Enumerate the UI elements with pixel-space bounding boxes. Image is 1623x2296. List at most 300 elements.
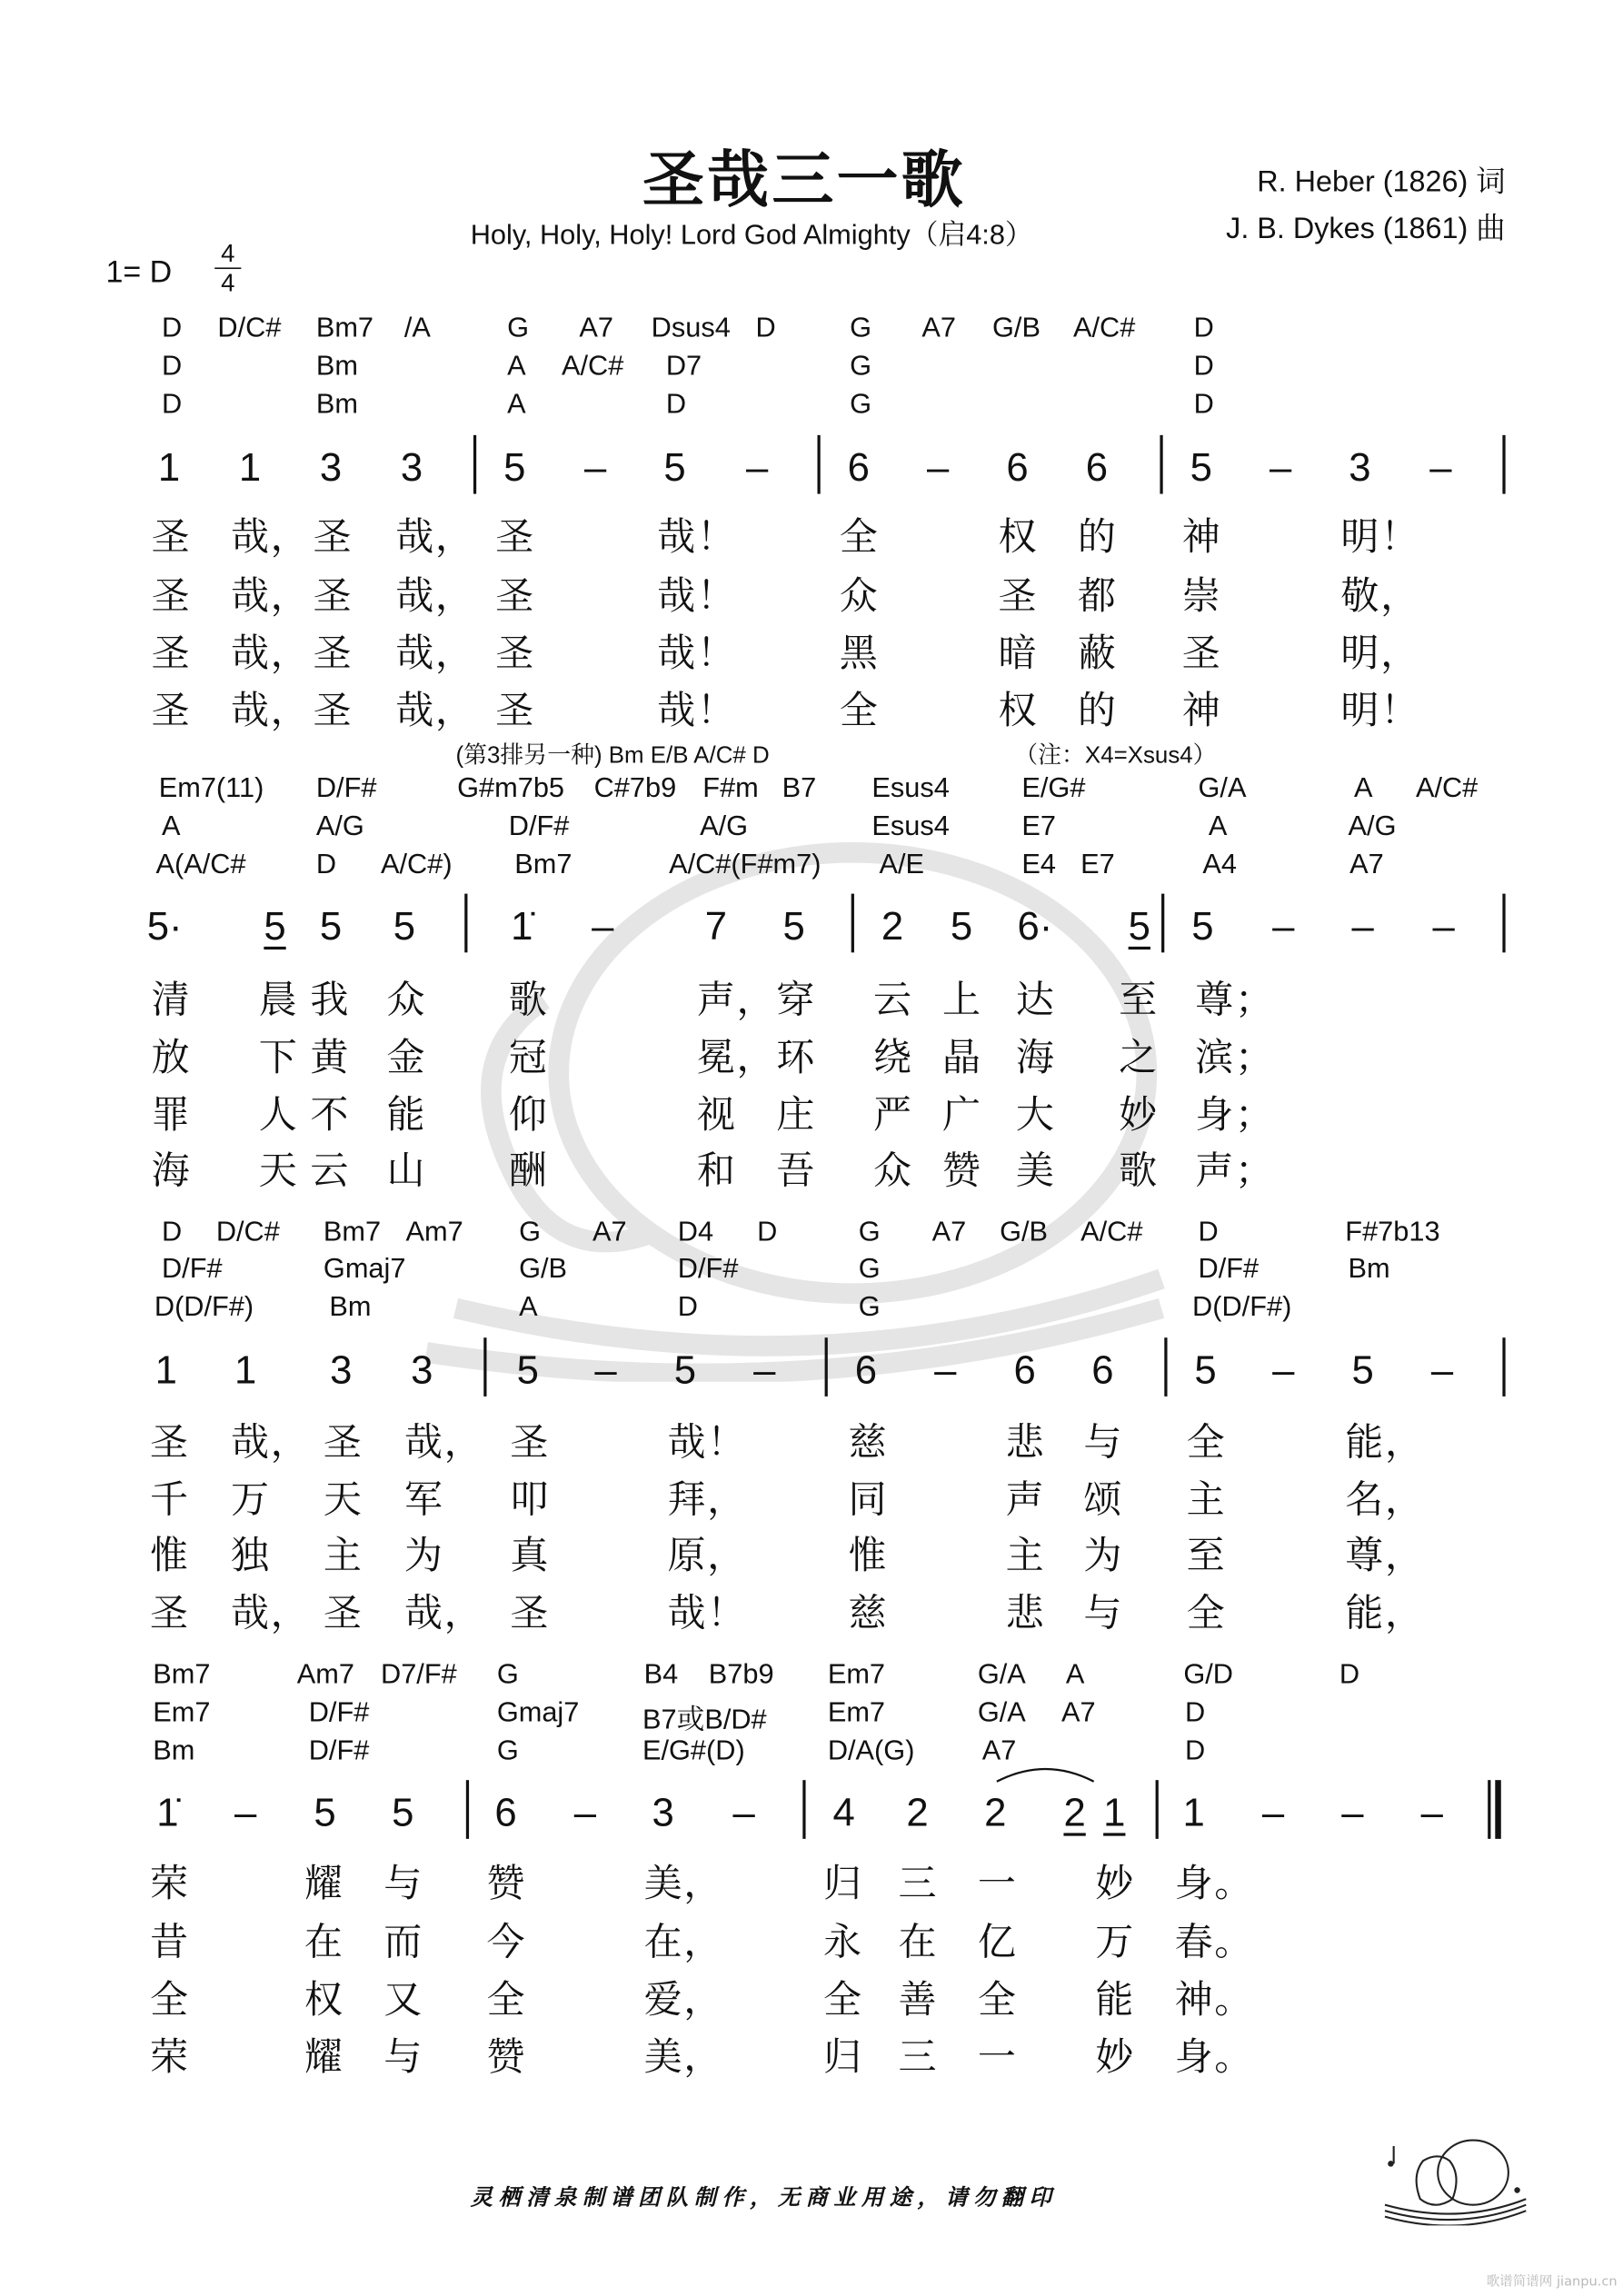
chord-symbol: A7 — [1061, 1697, 1096, 1729]
note: – — [753, 1347, 776, 1393]
chord-symbol: Bm7 — [315, 313, 374, 344]
chord-symbol: A/G — [700, 811, 749, 842]
chord-symbol: A7 — [579, 313, 614, 344]
lyric-word: 主 — [323, 1534, 363, 1579]
lyric-word: 神。 — [1174, 1978, 1255, 2023]
note: 5 — [782, 903, 805, 949]
lyric-word: 三 — [898, 1862, 939, 1907]
chord-symbol: E7 — [1080, 850, 1115, 881]
chord-symbol: B7b9 — [708, 1659, 774, 1691]
chord-symbol: Em7 — [827, 1697, 886, 1729]
lyric-word: 哉！ — [667, 1592, 747, 1636]
lyric-word: 罪 — [151, 1093, 192, 1138]
chord-symbol: D/A(G) — [827, 1735, 915, 1767]
lyric-word: 之 — [1119, 1036, 1159, 1081]
chord-symbol: A7 — [981, 1735, 1017, 1767]
lyric-word: 的 — [1077, 689, 1118, 734]
chord-symbol: G/B — [1000, 1217, 1049, 1248]
chord-symbol: G — [850, 351, 872, 383]
lyric-word: 圣 — [150, 1592, 190, 1636]
bar-line — [817, 435, 819, 494]
lyric-word: 黄 — [310, 1036, 351, 1081]
chord-symbol: D4 — [677, 1217, 714, 1248]
chord-symbol: B7或B/D# — [642, 1705, 767, 1736]
lyric-word: 哉！ — [657, 689, 737, 734]
note: 5 — [314, 1790, 336, 1835]
note: – — [592, 903, 614, 949]
lyric-word: 耀 — [304, 2035, 344, 2081]
lyric-word: 众 — [872, 1149, 913, 1194]
chord-symbol: A7 — [592, 1217, 627, 1248]
lyric-word: 云 — [310, 1149, 351, 1194]
note: 5 — [1191, 903, 1214, 949]
lyric-word: 全 — [977, 1978, 1018, 2023]
chord-symbol: D — [161, 1217, 183, 1248]
final-bar-line — [1488, 1780, 1489, 1839]
note: 3 — [411, 1347, 433, 1393]
chord-symbol: A7 — [1349, 850, 1384, 881]
lyric-word: 环 — [776, 1036, 816, 1081]
chord-symbol: E4 — [1021, 850, 1056, 881]
time-signature — [214, 241, 241, 295]
note: 5 — [264, 903, 286, 949]
chord-symbol: A — [161, 811, 181, 842]
lyric-word: 敬， — [1340, 574, 1420, 620]
lyric-word: 原， — [667, 1534, 747, 1579]
lyric-word: 归 — [822, 2035, 863, 2081]
note: 5 — [950, 903, 973, 949]
note: 5 — [319, 903, 343, 949]
lyric-word: 慈 — [848, 1592, 889, 1636]
chord-symbol: A7 — [921, 313, 956, 344]
lyric-word: 上 — [942, 979, 982, 1023]
lyric-word: 哉， — [395, 574, 475, 620]
lyric-word: 耀 — [304, 1862, 344, 1907]
lyric-word: 尊； — [1195, 979, 1275, 1023]
chord-symbol: Bm — [1348, 1253, 1390, 1285]
chord-symbol: A/G — [315, 811, 364, 842]
lyric-word: 与 — [1083, 1421, 1124, 1466]
note: 3 — [652, 1790, 674, 1835]
note: – — [1429, 445, 1452, 490]
lyric-word: 哉， — [395, 515, 475, 561]
lyric-word: 能 — [386, 1093, 427, 1138]
note: – — [1432, 903, 1455, 949]
note: 6 — [854, 1347, 878, 1393]
chord-remark: （注：X4=Xsus4） — [1014, 743, 1217, 770]
lyric-word: 身。 — [1174, 2035, 1255, 2081]
lyric-word: 金 — [386, 1036, 427, 1081]
bar-line — [1502, 1337, 1504, 1396]
chord-symbol: D — [1193, 389, 1214, 421]
chord-symbol: D — [757, 1217, 778, 1248]
lyric-word: 美， — [643, 2035, 723, 2081]
chord-symbol: A(A/C# — [155, 850, 246, 881]
lyric-word: 哉， — [230, 515, 311, 561]
chord-symbol: G/A — [1198, 772, 1247, 804]
chord-symbol: A/C# — [561, 351, 624, 383]
lyric-word: 亿 — [977, 1921, 1018, 1965]
note: – — [234, 1790, 257, 1835]
chord-symbol: Bm7 — [323, 1217, 382, 1248]
chord-symbol: Bm7 — [153, 1659, 211, 1691]
lyric-word: 明！ — [1340, 515, 1420, 561]
note: – — [1272, 903, 1295, 949]
chord-symbol: Esus4 — [871, 772, 950, 804]
time-bottom: 4 — [221, 269, 235, 297]
copyright-notice: 灵栖清泉制谱团队制作，无商业用途，请勿翻印 — [470, 2184, 1058, 2212]
note: 5 — [1190, 445, 1212, 490]
lyric-word: 圣 — [510, 1592, 551, 1636]
chord-symbol: A — [519, 1292, 538, 1324]
chord-symbol: Bm7 — [514, 850, 573, 881]
lyric-word: 独 — [230, 1534, 271, 1579]
chord-symbol: D — [677, 1292, 699, 1324]
lyric-word: 叩 — [510, 1478, 551, 1524]
chord-symbol: A — [507, 351, 526, 383]
note: 1 — [154, 1347, 177, 1393]
lyric-word: 圣 — [151, 574, 192, 620]
lyric-word: 神 — [1181, 515, 1222, 561]
chord-symbol: Em7 — [153, 1697, 211, 1729]
lyric-word: 声 — [1005, 1478, 1046, 1524]
lyric-word: 我 — [310, 979, 351, 1023]
chord-symbol: D/C# — [217, 313, 282, 344]
chord-symbol: Em7 — [827, 1659, 886, 1691]
chord-symbol: G — [519, 1217, 541, 1248]
lyric-word: 在 — [304, 1921, 344, 1965]
lyric-word: 能， — [1345, 1592, 1425, 1636]
lyric-word: 的 — [1077, 515, 1118, 561]
chord-symbol: A/C#(F#m7) — [669, 850, 821, 881]
lyric-word: 圣 — [323, 1421, 363, 1466]
chord-symbol: A/E — [879, 850, 924, 881]
lyric-word: 今 — [486, 1921, 527, 1965]
lyric-word: 爱， — [643, 1978, 723, 2023]
note: 1̇ — [156, 1790, 179, 1835]
lyric-word: 天 — [258, 1149, 299, 1194]
lyric-word: 而 — [383, 1921, 423, 1965]
lyric-word: 酬 — [508, 1149, 549, 1194]
lyric-word: 明， — [1340, 631, 1420, 677]
lyric-word: 圣 — [1181, 631, 1222, 677]
note: – — [732, 1790, 755, 1835]
chord-symbol: Dsus4 — [651, 313, 731, 344]
note: 2 — [1063, 1790, 1086, 1835]
chord-symbol: D7/F# — [381, 1659, 457, 1691]
chord-symbol: G — [496, 1659, 519, 1691]
note: – — [1269, 445, 1292, 490]
lyric-word: 崇 — [1181, 574, 1222, 620]
lyric-word: 权 — [998, 689, 1039, 734]
lyric-word: 海 — [1015, 1036, 1056, 1081]
lyric-word: 至 — [1119, 979, 1159, 1023]
note: 1 — [1182, 1790, 1205, 1835]
lyric-word: 颂 — [1083, 1478, 1124, 1524]
note: 5 — [503, 445, 526, 490]
lyric-word: 冕， — [696, 1036, 777, 1081]
lyric-word: 永 — [822, 1921, 863, 1965]
note: 1 — [1103, 1790, 1126, 1835]
lyric-word: 海 — [151, 1149, 192, 1194]
lyric-word: 哉， — [403, 1592, 484, 1636]
chord-symbol: G/D — [1183, 1659, 1233, 1691]
lyric-word: 至 — [1186, 1534, 1227, 1579]
chord-symbol: D(D/F#) — [154, 1292, 254, 1324]
lyric-word: 春。 — [1174, 1921, 1255, 1965]
lyric-word: 圣 — [151, 631, 192, 677]
chord-symbol: D — [1339, 1659, 1360, 1691]
lyric-word: 圣 — [495, 574, 535, 620]
chord-symbol: E/G#(D) — [642, 1735, 745, 1767]
note: 3 — [330, 1347, 353, 1393]
note: 5 — [1194, 1347, 1217, 1393]
lyric-word: 妙 — [1095, 2035, 1135, 2081]
chord-symbol: D — [665, 389, 687, 421]
lyric-word: 美 — [1015, 1149, 1056, 1194]
lyric-word: 哉， — [230, 689, 311, 734]
chord-symbol: Bm — [315, 389, 358, 421]
lyric-word: 惟 — [150, 1534, 190, 1579]
chord-symbol: D — [1193, 313, 1214, 344]
chord-symbol: A4 — [1202, 850, 1237, 881]
note: – — [1351, 903, 1374, 949]
lyric-word: 哉！ — [657, 631, 737, 677]
lyric-word: 悲 — [1005, 1592, 1046, 1636]
chord-symbol: D/F# — [308, 1735, 370, 1767]
lyric-word: 圣 — [150, 1421, 190, 1466]
lyric-word: 全 — [822, 1978, 863, 2023]
chord-symbol: Em7(11) — [158, 772, 264, 804]
note: 2 — [984, 1790, 1007, 1835]
lyric-word: 蔽 — [1077, 631, 1118, 677]
bar-line — [483, 1337, 485, 1396]
lyric-word: 哉， — [395, 631, 475, 677]
lyric-word: 为 — [403, 1534, 444, 1579]
lyric-word: 圣 — [313, 689, 353, 734]
lyric-word: 赞 — [486, 2035, 527, 2081]
chord-symbol: Gmaj7 — [323, 1253, 406, 1285]
lyric-word: 严 — [872, 1093, 913, 1138]
note: – — [1430, 1347, 1454, 1393]
chord-symbol: G/A — [977, 1697, 1026, 1729]
note: 6 — [1006, 445, 1029, 490]
lyric-word: 权 — [998, 515, 1039, 561]
chord-symbol: A — [1353, 772, 1373, 804]
lyric-word: 哉！ — [667, 1421, 747, 1466]
lyric-word: 视 — [696, 1093, 737, 1138]
lyric-word: 圣 — [495, 689, 535, 734]
lyric-word: 晨 — [258, 979, 299, 1023]
lyric-word: 身。 — [1174, 1862, 1255, 1907]
chord-symbol: G#m7b5 — [457, 772, 565, 804]
lyric-word: 歌 — [1119, 1149, 1159, 1194]
lyric-word: 云 — [872, 979, 913, 1023]
lyric-word: 军 — [403, 1478, 444, 1524]
chord-symbol: B4 — [643, 1659, 679, 1691]
lyric-word: 名， — [1345, 1478, 1425, 1524]
chord-symbol: G/B — [519, 1253, 568, 1285]
chord-symbol: E7 — [1021, 811, 1056, 842]
lyric-word: 惟 — [848, 1534, 889, 1579]
lyric-word: 圣 — [151, 689, 192, 734]
chord-symbol: G — [507, 313, 530, 344]
chord-symbol: G — [858, 1253, 881, 1285]
lyric-word: 昔 — [150, 1921, 190, 1965]
lyric-word: 吾 — [776, 1149, 816, 1194]
chord-symbol: G — [858, 1217, 881, 1248]
note: 1 — [157, 445, 181, 490]
bar-line — [1502, 435, 1504, 494]
note: 6 — [1091, 1347, 1114, 1393]
chord-symbol: D/F# — [1198, 1253, 1260, 1285]
sheep-logo-icon — [1382, 2134, 1529, 2225]
lyric-word: 一 — [977, 1862, 1018, 1907]
lyric-word: 圣 — [495, 631, 535, 677]
lyric-word: 全 — [486, 1978, 527, 2023]
lyric-word: 妙 — [1119, 1093, 1159, 1138]
chord-symbol: D — [161, 351, 183, 383]
lyric-word: 全 — [150, 1978, 190, 2023]
lyric-word: 与 — [383, 2035, 423, 2081]
note: 1̇ — [511, 903, 533, 949]
chord-symbol: Bm — [153, 1735, 195, 1767]
chord-symbol: D — [315, 850, 337, 881]
lyric-word: 声； — [1195, 1149, 1275, 1194]
lyric-word: 赞 — [486, 1862, 527, 1907]
lyric-word: 能 — [1095, 1978, 1135, 2023]
lyric-word: 哉！ — [657, 515, 737, 561]
lyric-word: 都 — [1077, 574, 1118, 620]
note: 5 — [663, 445, 686, 490]
chord-symbol: D/C# — [215, 1217, 280, 1248]
lyric-word: 仰 — [508, 1093, 549, 1138]
lyric-word: 明！ — [1340, 689, 1420, 734]
lyric-word: 神 — [1181, 689, 1222, 734]
chord-symbol: A/C# — [1080, 1217, 1143, 1248]
lyric-word: 圣 — [495, 515, 535, 561]
note: 3 — [400, 445, 423, 490]
bar-line — [473, 435, 475, 494]
bar-line — [1502, 894, 1504, 953]
note: – — [584, 445, 607, 490]
chord-symbol: F#m — [702, 772, 759, 804]
lyric-word: 真 — [510, 1534, 551, 1579]
note: 5 — [1128, 903, 1150, 949]
chord-symbol: G — [850, 389, 872, 421]
bar-line — [825, 1337, 827, 1396]
note: 6 — [1013, 1347, 1036, 1393]
note: 6· — [1017, 903, 1053, 949]
lyricist-credit: R. Heber (1826) 词 — [1257, 165, 1506, 199]
lyric-word: 达 — [1015, 979, 1056, 1023]
chord-symbol: D7 — [665, 351, 702, 383]
site-watermark: 歌谱简谱网 jianpu.cn — [1486, 2275, 1618, 2291]
chord-symbol: Am7 — [405, 1217, 463, 1248]
lyric-word: 在 — [898, 1921, 939, 1965]
lyric-word: 又 — [383, 1978, 423, 2023]
lyric-word: 圣 — [998, 574, 1039, 620]
chord-symbol: C#7b9 — [593, 772, 677, 804]
lyric-word: 哉， — [230, 631, 311, 677]
lyric-word: 能， — [1345, 1421, 1425, 1466]
note: – — [934, 1347, 957, 1393]
chord-symbol: Am7 — [296, 1659, 355, 1691]
chord-symbol: D/F# — [161, 1253, 223, 1285]
lyric-word: 千 — [150, 1478, 190, 1524]
note: – — [594, 1347, 617, 1393]
chord-symbol: D — [1193, 351, 1214, 383]
lyric-word: 圣 — [313, 631, 353, 677]
chord-symbol: B7 — [782, 772, 817, 804]
lyric-word: 为 — [1083, 1534, 1124, 1579]
lyric-word: 下 — [258, 1036, 299, 1081]
lyric-word: 全 — [1186, 1421, 1227, 1466]
chord-symbol: D — [1198, 1217, 1219, 1248]
chord-symbol: /A — [403, 313, 431, 344]
lyric-word: 圣 — [323, 1592, 363, 1636]
key-signature: 1= D — [105, 255, 173, 290]
lyric-word: 全 — [1186, 1592, 1227, 1636]
lyric-word: 一 — [977, 2035, 1018, 2081]
lyric-word: 哉， — [395, 689, 475, 734]
lyric-word: 哉， — [230, 574, 311, 620]
lyric-word: 黑 — [839, 631, 880, 677]
note: 5 — [392, 1790, 414, 1835]
bar-line — [466, 1780, 468, 1839]
lyric-word: 尊， — [1345, 1534, 1425, 1579]
bar-line — [1161, 894, 1163, 953]
chord-symbol: Esus4 — [871, 811, 950, 842]
lyric-word: 大 — [1015, 1093, 1056, 1138]
time-top: 4 — [221, 239, 235, 268]
note: – — [1261, 1790, 1285, 1835]
chord-symbol: F#7b13 — [1345, 1217, 1440, 1248]
song-title: 圣哉三一歌 — [642, 144, 966, 216]
tie-arc — [995, 1763, 1095, 1784]
chord-symbol: Bm — [329, 1292, 372, 1324]
lyric-word: 不 — [310, 1093, 351, 1138]
note: – — [1272, 1347, 1295, 1393]
lyric-word: 悲 — [1005, 1421, 1046, 1466]
lyric-word: 天 — [323, 1478, 363, 1524]
note: – — [1341, 1790, 1364, 1835]
note: 6 — [494, 1790, 517, 1835]
note: 5 — [516, 1347, 539, 1393]
lyric-word: 哉， — [230, 1421, 311, 1466]
chord-symbol: A — [1208, 811, 1228, 842]
lyric-word: 美， — [643, 1862, 723, 1907]
lyric-word: 与 — [383, 1862, 423, 1907]
lyric-word: 身； — [1195, 1093, 1275, 1138]
chord-symbol: D — [161, 389, 183, 421]
chord-symbol: Gmaj7 — [496, 1697, 580, 1729]
note: 5· — [146, 903, 183, 949]
chord-symbol: A/C# — [1415, 772, 1479, 804]
lyric-word: 哉！ — [657, 574, 737, 620]
lyric-word: 山 — [386, 1149, 427, 1194]
lyric-word: 哉， — [403, 1421, 484, 1466]
lyric-word: 众 — [839, 574, 880, 620]
lyric-word: 广 — [942, 1093, 982, 1138]
lyric-word: 全 — [839, 689, 880, 734]
note: – — [746, 445, 769, 490]
chord-symbol: A/G — [1348, 811, 1397, 842]
note: 4 — [832, 1790, 855, 1835]
note: 1 — [238, 445, 262, 490]
lyric-word: 暗 — [998, 631, 1039, 677]
lyric-word: 荣 — [150, 1862, 190, 1907]
